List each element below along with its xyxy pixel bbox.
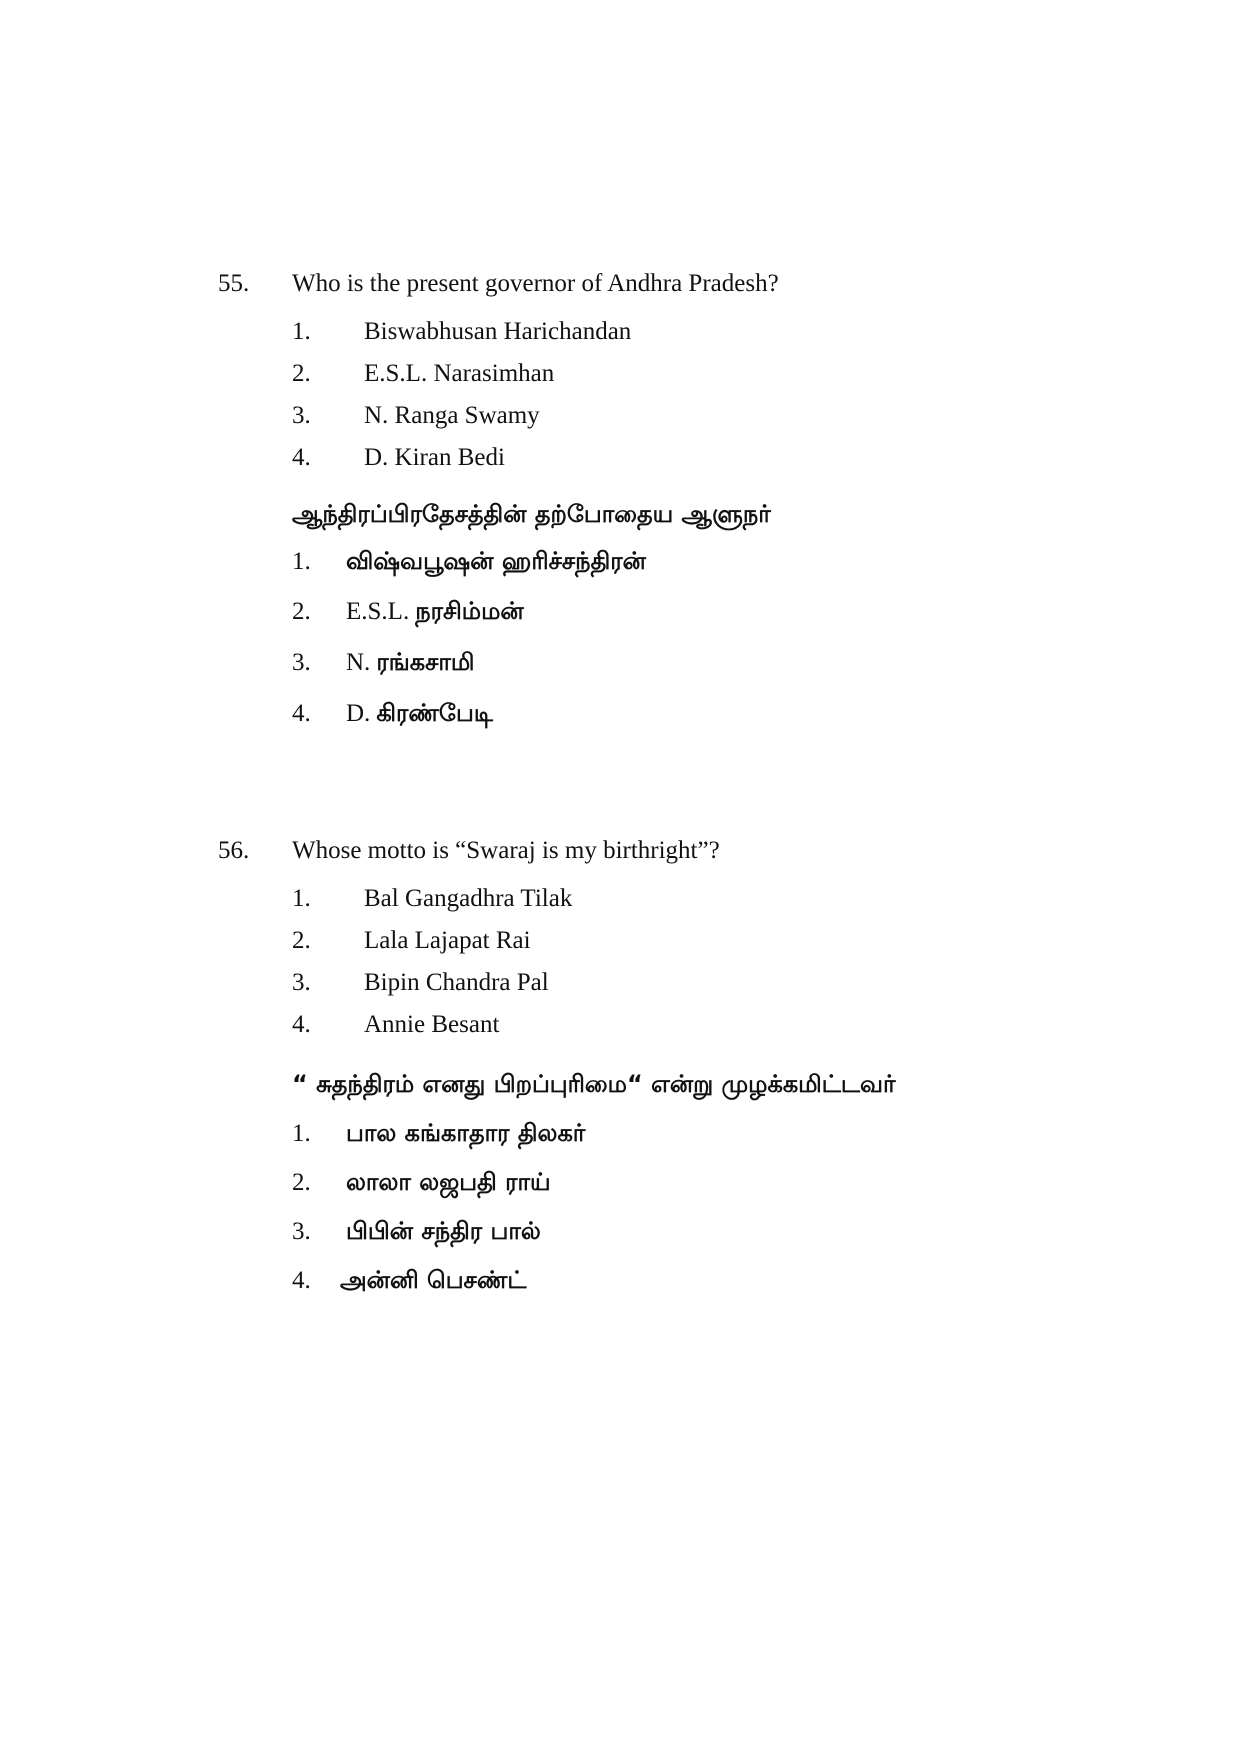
option-text: விஷ்வபூஷன் ஹரிச்சந்திரன்: [346, 547, 646, 575]
tamil-option-1: [292, 547, 646, 578]
tamil-option-2: [292, 1168, 551, 1199]
option-2: [292, 927, 531, 955]
question-text: Who is the present governor of Andhra Pradesh?: [292, 270, 779, 297]
option-3: [292, 969, 549, 997]
tamil-option-4: [292, 699, 493, 730]
question-number: 55.: [218, 270, 250, 297]
tamil-question-text: ஆந்திரப்பிரதேசத்தின் தற்போதைய ஆளுநர்: [292, 500, 771, 528]
option-number: 4.: [292, 1011, 311, 1038]
tamil-option-1: [292, 1119, 585, 1150]
tamil-option-3: [292, 648, 475, 679]
option-prefix: N.: [346, 649, 371, 676]
option-3: [292, 402, 540, 430]
option-text: கிரண்பேடி: [376, 699, 493, 727]
option-text: பால கங்காதார திலகர்: [346, 1119, 586, 1147]
option-text: பிபின் சந்திர பால்: [346, 1217, 541, 1245]
option-number: 2.: [292, 927, 311, 954]
tamil-option-3: [292, 1217, 541, 1248]
option-number: 1.: [292, 1120, 311, 1147]
option-number: 1.: [292, 318, 311, 345]
option-1: [292, 885, 572, 913]
tamil-option-4: [292, 1266, 526, 1297]
option-text: ரங்கசாமி: [376, 648, 475, 676]
option-text: நரசிம்மன்: [415, 597, 524, 625]
tamil-option-2: [292, 597, 524, 628]
option-number: 3.: [292, 402, 311, 429]
option-number: 4.: [292, 1267, 311, 1294]
option-number: 3.: [292, 649, 311, 676]
option-number: 1.: [292, 548, 311, 575]
option-number: 2.: [292, 1169, 311, 1196]
option-4: [292, 1011, 499, 1039]
option-2: [292, 360, 554, 388]
question-text: Whose motto is “Swaraj is my birthright”?: [292, 837, 720, 864]
option-prefix: E.S.L.: [346, 598, 410, 625]
option-number: 2.: [292, 598, 311, 625]
option-text: N. Ranga Swamy: [364, 402, 540, 429]
option-number: 3.: [292, 1218, 311, 1245]
option-text: D. Kiran Bedi: [364, 444, 505, 471]
option-number: 3.: [292, 969, 311, 996]
question-number: 56.: [218, 837, 250, 864]
option-text: லாலா லஜபதி ராய்: [346, 1168, 551, 1196]
option-number: 4.: [292, 444, 311, 471]
option-1: [292, 318, 631, 346]
option-number: 2.: [292, 360, 311, 387]
option-prefix: D.: [346, 700, 371, 727]
option-text: Annie Besant: [364, 1011, 500, 1038]
option-text: Lala Lajapat Rai: [364, 927, 531, 954]
option-text: Bal Gangadhra Tilak: [364, 885, 573, 912]
option-4: [292, 444, 505, 472]
tamil-question-text: “ சுதந்திரம் எனது பிறப்புரிமை“ என்று முழக்கமிட்டவர்: [292, 1070, 896, 1098]
option-text: Bipin Chandra Pal: [364, 969, 549, 996]
option-text: அன்னி பெசண்ட்: [340, 1266, 527, 1294]
option-number: 4.: [292, 700, 311, 727]
option-text: Biswabhusan Harichandan: [364, 318, 632, 345]
option-text: E.S.L. Narasimhan: [364, 360, 555, 387]
option-number: 1.: [292, 885, 311, 912]
